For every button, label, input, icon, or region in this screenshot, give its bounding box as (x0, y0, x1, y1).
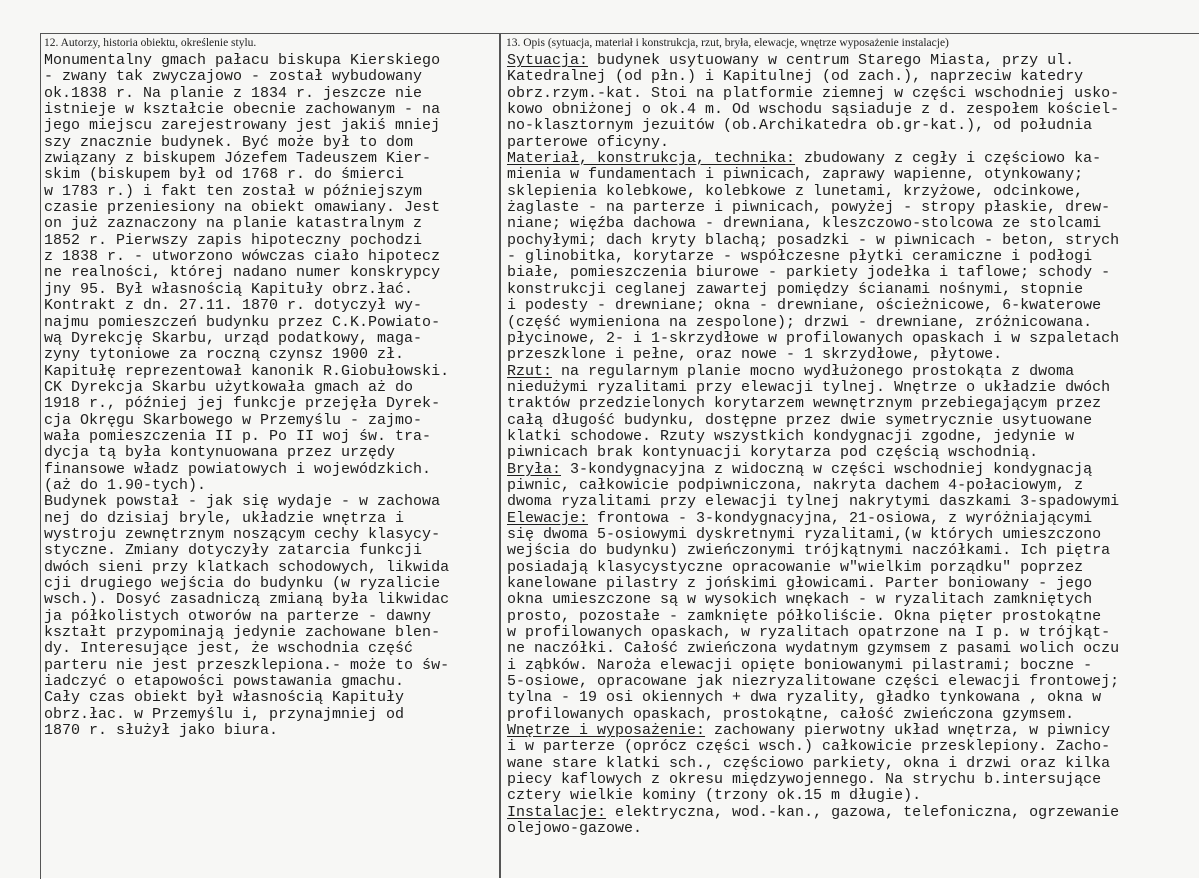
text-line (507, 592, 1119, 608)
text-line (507, 821, 1119, 837)
section-label: Elewacje: (507, 509, 589, 527)
text-line (507, 315, 1119, 331)
text-line: Kapitułę reprezentował kanonik R.Giobułowski. (44, 362, 450, 380)
text-line: wą Dyrekcję Skarbu, urząd podatkowy, maga- (44, 329, 423, 347)
text-line: parteru nie jest przeszklepiona.- może to św- (44, 656, 450, 674)
text-line (507, 674, 1119, 690)
text-line: dycja tą była kontynuowana przez urzędy (44, 444, 396, 462)
history-text-column (44, 53, 449, 739)
text-line (507, 543, 1119, 559)
text-line (507, 462, 1119, 478)
text-line (507, 560, 1119, 576)
right-section-header: 13. Opis (sytuacja, materiał i konstrukcja, rzut, bryła, elewacje, wnętrze wyposażenie instalacje) (506, 37, 949, 49)
text-line (507, 413, 1119, 429)
text-line: ja półkolistych otworów na parterze - dawny (44, 607, 432, 625)
section-label: Materiał, konstrukcja, technika: (507, 150, 796, 168)
text-line: - zwany tak zwyczajowo - został wybudowany (44, 68, 423, 86)
text-segment: pochyłymi; dach kryty blachą; posadzki - w piwnicach - beton, strych (507, 231, 1120, 249)
text-line: finansowe władz powiatowych i wojewódzkich. (44, 460, 432, 478)
text-line (507, 511, 1119, 527)
text-segment: 5-osiowe, opracowane jak niezryzalitowane części elewacji frontowej; (507, 673, 1120, 691)
text-segment: klatki schodowe. Rzuty wszystkich kondygnacji zgodne, jedynie w (507, 427, 1075, 445)
text-line: Cały czas obiekt był własnością Kapituły (44, 689, 405, 707)
text-line: ok.1838 r. Na planie z 1834 r. jeszcze nie (44, 84, 423, 102)
text-line: CK Dyrekcja Skarbu użytkowała gmach aż do (44, 378, 414, 396)
text-line: 1852 r. Pierwszy zapis hipoteczny pochodzi (44, 231, 423, 249)
text-line: jny 95. Był własnością Kapituły obrz.łać. (44, 280, 414, 298)
text-line (507, 167, 1119, 183)
text-segment: (część wymieniona na zespolone); drzwi - drewniane, zróżnicowana. (507, 313, 1093, 331)
text-segment: traktów przedzielonych korytarzem wewnętrznym przebiegającym przez (507, 395, 1102, 413)
text-segment: posiadają klasycystyczne opracowanie w"wielkim porządku" poprzez (507, 558, 1084, 576)
text-segment: w profilowanych opaskach, w ryzalitach opatrzone na I p. w trójkąt- (507, 624, 1111, 642)
text-line (507, 265, 1119, 281)
text-line (507, 282, 1119, 298)
section-label: Sytuacja: (507, 52, 589, 69)
text-segment: zbudowany z cegły i częściowo ka- (795, 150, 1102, 168)
text-line (507, 690, 1119, 706)
text-line (507, 102, 1119, 118)
text-line (507, 184, 1119, 200)
text-line (507, 249, 1119, 265)
text-line: wsch.). Dosyć zasadniczą zmianą była likwidac (44, 591, 450, 609)
text-line (507, 200, 1119, 216)
text-line: on już zaznaczony na planie katastralnym z (44, 215, 423, 233)
text-line (507, 527, 1119, 543)
text-segment: obrz.rzym.-kat. Stoi na platformie ziemnej w części wschodniej usko- (507, 84, 1120, 102)
text-line (507, 445, 1119, 461)
text-line (507, 233, 1119, 249)
text-line (507, 707, 1119, 723)
text-line (507, 739, 1119, 755)
section-label: Bryła: (507, 460, 562, 478)
text-segment: płycinowe, 2- i 1-skrzydłowe w profilowanych opaskach i w szpaletach (507, 329, 1120, 347)
text-line (507, 380, 1119, 396)
text-segment: profilowanych opaskach, prostokątne, całość zwieńczona gzymsem. (507, 705, 1075, 723)
text-line: dy. Interesujące jest, że wschodnia część (44, 640, 414, 658)
text-segment: 3-kondygnacyjna z widoczną w części wschodniej kondygnacją (561, 460, 1093, 478)
text-line: czasie przeniesiony na obiekt omawiany. Jest (44, 199, 441, 217)
text-line (507, 478, 1119, 494)
text-line (507, 118, 1119, 134)
text-line (507, 641, 1119, 657)
text-line: Budynek powstał - jak się wydaje - w zachowa (44, 493, 441, 511)
text-line (507, 576, 1119, 592)
text-segment: budynek usytuowany w centrum Starego Miasta, przy ul. (588, 52, 1075, 69)
text-line (507, 396, 1119, 412)
text-segment: białe, pomieszczenia biurowe - parkiety jodełka i taflowe; schody - (507, 264, 1111, 282)
section-label: Instalacje: (507, 803, 607, 821)
text-segment: i w parterze (oprócz części wsch.) całkowicie przesklepiony. Zacho- (507, 738, 1111, 756)
text-segment: kanelowane pilastry z jońskimi głowicami. Parter boniowany - jego (507, 575, 1093, 592)
text-line: cja Okręgu Skarbowego w Przemyślu - zajmo- (44, 411, 423, 429)
text-segment: konstrukcji ceglanej zawartej pomiędzy ścianami nośnymi, stopnie (507, 280, 1084, 298)
text-line (507, 788, 1119, 804)
text-line (507, 216, 1119, 232)
text-line: zyny tytoniowe za roczną czynsz 1900 zł. (44, 346, 405, 364)
text-segment: sklepienia kolebkowe, kolebkowe z lunetami, krzyżowe, odcinkowe, (507, 182, 1084, 200)
text-segment: zachowany pierwotny układ wnętrza, w piwnicy (705, 722, 1111, 740)
text-line (507, 86, 1119, 102)
text-line: 1918 r., później jej funkcje przejęła Dyrek- (44, 395, 441, 413)
text-line: iadczyć o etapowości powstawania gmachu. (44, 673, 405, 691)
text-line (507, 53, 1119, 69)
column-divider (499, 33, 501, 878)
text-segment: i podesty - drewniane; okna - drewniane, ościeżnicowe, 6-kwaterowe (507, 297, 1102, 315)
text-line: z 1838 r. - utworzono wówczas ciało hipotecz (44, 248, 441, 266)
text-segment: parterowe oficyny. (507, 133, 670, 151)
text-line: dwóch sieni przy klatkach schodowych, likwida (44, 558, 450, 576)
text-line (507, 429, 1119, 445)
text-segment: frontowa - 3-kondygnacyjna, 21-osiowa, z wyróżniającymi (588, 509, 1093, 527)
text-line (507, 151, 1119, 167)
text-line: ne realności, której nadano numer konskrypcy (44, 264, 441, 282)
text-segment: przeszklone i pełne, oraz nowe - 1 skrzydłowe, płytowe. (507, 346, 1003, 364)
text-line (507, 347, 1119, 363)
text-line: Kontrakt z dn. 27.11. 1870 r. dotyczył wy- (44, 297, 423, 315)
text-line: kształt przypominają jedynie zachowane blen- (44, 624, 441, 642)
text-line (507, 625, 1119, 641)
text-segment: żaglaste - na parterze i piwnicach, powyżej - stropy płaskie, drew- (507, 199, 1111, 217)
section-label: Wnętrze i wyposażenie: (507, 722, 706, 740)
text-line (507, 609, 1119, 625)
text-segment: wane stare klatki sch., częściowo parkiety, okna i drzwi oraz kilka (507, 754, 1111, 772)
text-segment: niane; więźba dachowa - drewniana, kleszczowo-stolcowa ze stolcami (507, 215, 1102, 233)
text-segment: cztery wielkie kominy (trzony ok.15 m długie). (507, 787, 922, 805)
text-segment: elektryczna, wod.-kan., gazowa, telefoniczna, ogrzewanie (606, 803, 1120, 821)
text-line: 1870 r. służył jako biura. (44, 722, 279, 740)
text-line (507, 805, 1119, 821)
text-line: Monumentalny gmach pałacu biskupa Kierskiego (44, 52, 441, 69)
text-line: cji drugiego wejścia do budynku (w ryzalicie (44, 575, 441, 592)
text-line (507, 723, 1119, 739)
text-line: nej do dzisiaj bryle, układzie wnętrza i (44, 509, 405, 527)
text-line: wystroju zewnętrznym noszącym cechy klasycy- (44, 525, 441, 543)
text-line: najmu pomieszczeń budynku przez C.K.Powiato- (44, 313, 441, 331)
text-segment: olejowo-gazowe. (507, 820, 643, 838)
text-segment: wejścia do budynku) zwieńczonymi trójkątnymi naczółkami. Ich piętra (507, 542, 1111, 560)
text-line: jego miejscu zarejestrowany jest jakiś mniej (44, 117, 441, 135)
text-segment: no-klasztornym jezuitów (ob.Archikatedra ob.gr-kat.), od południa (507, 117, 1093, 135)
text-line: styczne. Zmiany dotyczyły zatarcia funkcji (44, 542, 423, 560)
text-segment: tylna - 19 osi okiennych + dwa ryzality, gładko tynkowana , okna w (507, 689, 1102, 707)
text-segment: niedużymi ryzalitami przy elewacji tylnej. Wnętrze o układzie dwóch (507, 378, 1111, 396)
text-line: szy znacznie budynek. Być może był to dom (44, 133, 414, 151)
text-segment: całą długość budynku, dostępne przez dwie symetrycznie usytuowane (507, 411, 1093, 429)
text-segment: Katedralnej (od płn.) i Kapitulnej (od zach.), naprzeciw katedry (507, 68, 1084, 86)
text-line: w 1783 r.) i fakt ten został w późniejszym (44, 182, 423, 200)
text-segment: piecy kaflowych z okresu międzywojennego. Na strychu b.intersujące (507, 771, 1102, 789)
text-segment: mienia w fundamentach i piwnicach, zaprawy wapienne, otynkowany; (507, 166, 1084, 184)
text-segment: - glinobitka, korytarze - współczesne płytki ceramiczne i podłogi (507, 248, 1093, 266)
text-line (507, 135, 1119, 151)
text-line (507, 331, 1119, 347)
text-line: wała pomieszczenia II p. Po II woj św. tra- (44, 427, 432, 445)
text-segment: kowo obniżonej o ok.4 m. Od wschodu sąsiaduje z d. zespołem kościel- (507, 101, 1120, 119)
text-line: istnieje w kształcie obecnie zachowanym - na (44, 101, 441, 119)
text-line (507, 364, 1119, 380)
text-line: obrz.łac. w Przemyślu i, przynajmniej od (44, 705, 405, 723)
text-line (507, 298, 1119, 314)
text-line: związany z biskupem Józefem Tadeuszem Kier- (44, 150, 432, 168)
text-line: skim (biskupem był od 1768 r. do śmierci (44, 166, 405, 184)
text-segment: okna umieszczone są w wysokich wnękach - w ryzalitach zamkniętych (507, 591, 1093, 609)
text-segment: prosto, pozostałe - zamknięte półkoliście. Okna pięter prostokątne (507, 607, 1102, 625)
text-line (507, 772, 1119, 788)
text-segment: się dwoma 5-osiowymi dyskretnymi ryzalitami,(w których umieszczono (507, 525, 1102, 543)
section-label: Rzut: (507, 362, 553, 380)
description-text-column (507, 53, 1119, 838)
text-segment: dwoma ryzalitami przy elewacji tylnej nakrytymi daszkami 3-spadowymi (507, 493, 1120, 511)
text-segment: piwnic, całkowicie podpiwniczona, nakryta dachem 4-połaciowym, z (507, 476, 1084, 494)
text-line: (aż do 1.90-tych). (44, 476, 207, 494)
text-segment: i ząbków. Naroża elewacji opięte boniowanymi pilastrami; boczne - (507, 656, 1093, 674)
text-segment: piwnicach brak kontynuacji korytarza pod częścią wschodnią. (507, 444, 1039, 462)
text-segment: na regularnym planie mocno wydłużonego prostokąta z dwoma (552, 362, 1075, 380)
left-section-header: 12. Autorzy, historia obiektu, określenie stylu. (44, 37, 257, 49)
text-line (507, 658, 1119, 674)
text-line (507, 494, 1119, 510)
text-line (507, 69, 1119, 85)
text-segment: ne naczółki. Całość zwieńczona wydatnym gzymsem z pasami wolich oczu (507, 640, 1120, 658)
text-line (507, 756, 1119, 772)
